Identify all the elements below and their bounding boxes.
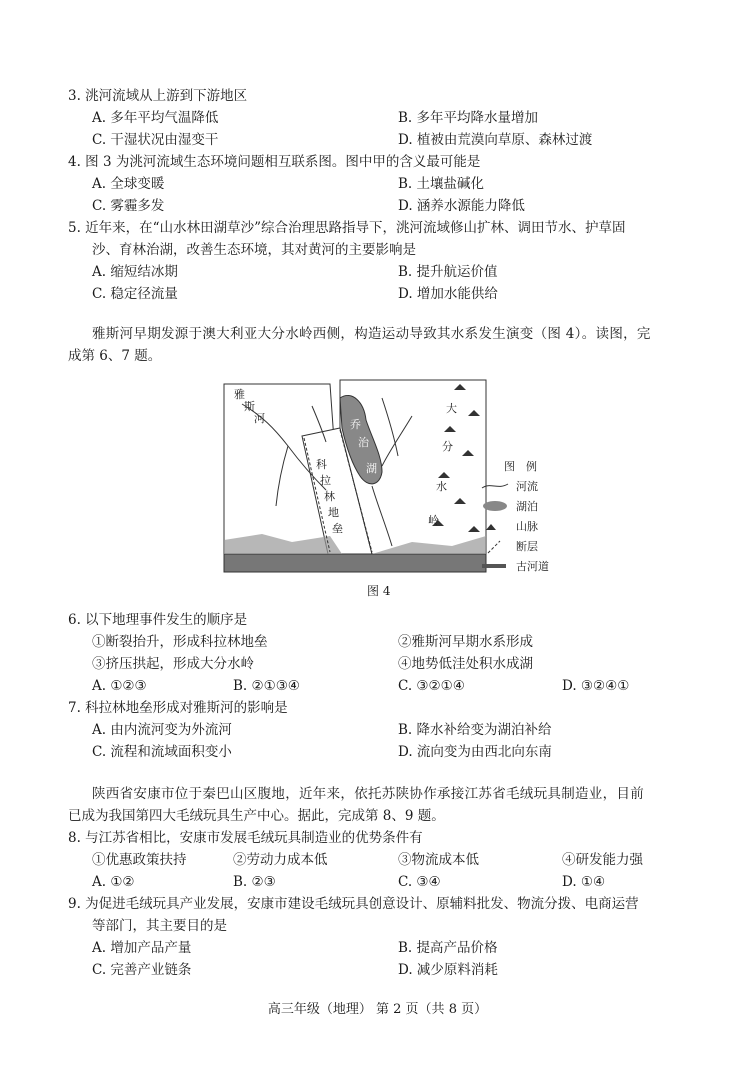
horst-label-1: 科 — [316, 458, 327, 471]
q7-option-d: D. 流向变为由西北向东南 — [398, 744, 552, 760]
q6-option-c: C. ③②①④ — [398, 678, 465, 694]
legend-paleochannel-icon — [480, 560, 510, 572]
q3-option-c: C. 干湿状况由湿变干 — [92, 132, 219, 148]
q7-option-a: A. 由内流河变为外流河 — [92, 722, 232, 738]
q8-option-a: A. ①② — [92, 874, 135, 890]
q4-option-b: B. 土壤盐碱化 — [398, 176, 485, 192]
q6-option-d: D. ③②④① — [562, 678, 630, 694]
q3-option-d: D. 植被由荒漠向草原、森林过渡 — [398, 132, 593, 148]
divide-label-4: 岭 — [428, 514, 439, 527]
figure-caption: 图 4 — [367, 584, 391, 598]
legend-mountain-icon — [480, 520, 510, 532]
divide-label-1: 大 — [446, 402, 457, 415]
legend-mountain-label: 山脉 — [516, 520, 538, 533]
q5-stem-line1: 5. 近年来，在“山水林田湖草沙”综合治理思路指导下，洮河流域修山扩林、调田节水、护草固 — [68, 220, 626, 236]
q5-option-a: A. 缩短结冰期 — [92, 264, 178, 280]
q6-stem: 6. 以下地理事件发生的顺序是 — [68, 612, 248, 628]
figure-4-block-diagram — [222, 376, 492, 573]
river-label-2: 斯 — [244, 400, 255, 413]
q9-option-d: D. 减少原料消耗 — [398, 962, 498, 978]
legend-paleochannel-label: 古河道 — [516, 560, 549, 573]
q3-option-a: A. 多年平均气温降低 — [92, 110, 219, 126]
q8-factor-3: ③物流成本低 — [398, 852, 479, 868]
legend-fault-label: 断层 — [516, 540, 538, 553]
q6-event-3: ③挤压拱起，形成大分水岭 — [92, 656, 254, 672]
lake-label-1: 乔 — [350, 418, 361, 431]
passage2-line2: 已成为我国第四大毛绒玩具生产中心。据此，完成第 8、9 题。 — [68, 808, 445, 824]
q3-option-b: B. 多年平均降水量增加 — [398, 110, 539, 126]
q8-stem: 8. 与江苏省相比，安康市发展毛绒玩具制造业的优势条件有 — [68, 830, 423, 846]
q9-option-b: B. 提高产品价格 — [398, 940, 498, 956]
q8-factor-2: ②劳动力成本低 — [233, 852, 328, 868]
q8-option-c: C. ③④ — [398, 874, 441, 890]
q7-option-c: C. 流程和流域面积变小 — [92, 744, 232, 760]
q9-option-a: A. 增加产品产量 — [92, 940, 192, 956]
q5-option-c: C. 稳定径流量 — [92, 286, 178, 302]
q4-option-d: D. 涵养水源能力降低 — [398, 198, 525, 214]
q8-option-b: B. ②③ — [233, 874, 276, 890]
q3-stem: 3. 洮河流域从上游到下游地区 — [68, 88, 248, 104]
q5-option-d: D. 增加水能供给 — [398, 286, 498, 302]
q5-option-b: B. 提升航运价值 — [398, 264, 498, 280]
q8-option-d: D. ①④ — [562, 874, 606, 890]
legend-title: 图 例 — [504, 460, 537, 473]
horst-label-4: 地 — [328, 506, 339, 519]
q4-stem: 4. 图 3 为洮河流域生态环境问题相互联系图。图中甲的含义最可能是 — [68, 154, 481, 170]
q9-option-c: C. 完善产业链条 — [92, 962, 192, 978]
legend-lake-label: 湖泊 — [516, 500, 538, 513]
river-label-3: 河 — [254, 412, 265, 425]
page-footer: 高三年级（地理） 第 2 页（共 8 页） — [267, 1002, 488, 1017]
q4-option-c: C. 雾霾多发 — [92, 198, 165, 214]
q9-stem-line1: 9. 为促进毛绒玩具产业发展，安康市建设毛绒玩具创意设计、原辅料批发、物流分拨、电商运营 — [68, 896, 639, 912]
legend-river-icon — [480, 480, 510, 492]
q6-option-b: B. ②①③④ — [233, 678, 300, 694]
q6-event-4: ④地势低洼处积水成湖 — [398, 656, 533, 672]
q5-stem-line2: 沙、育林治湖，改善生态环境，其对黄河的主要影响是 — [92, 242, 416, 258]
q6-event-1: ①断裂抬升，形成科拉林地垒 — [92, 634, 268, 650]
q9-stem-line2: 等部门，其主要目的是 — [92, 918, 227, 934]
q7-option-b: B. 降水补给变为湖泊补给 — [398, 722, 552, 738]
legend-lake-icon — [480, 500, 510, 512]
q6-option-a: A. ①②③ — [92, 678, 147, 694]
passage1-line2: 成第 6、7 题。 — [68, 348, 162, 364]
horst-label-3: 林 — [324, 490, 335, 503]
river-label-1: 雅 — [234, 388, 245, 401]
divide-label-2: 分 — [442, 440, 453, 453]
lake-label-2: 治 — [358, 436, 369, 449]
horst-label-2: 拉 — [320, 474, 331, 487]
lake-label-3: 湖 — [366, 462, 377, 475]
q8-factor-4: ④研发能力强 — [562, 852, 643, 868]
q6-event-2: ②雅斯河早期水系形成 — [398, 634, 533, 650]
q7-stem: 7. 科拉林地垒形成对雅斯河的影响是 — [68, 700, 288, 716]
q8-factor-1: ①优惠政策扶持 — [92, 852, 187, 868]
legend-fault-icon — [480, 540, 510, 554]
base-strip — [224, 554, 486, 572]
horst-label-5: 垒 — [332, 522, 343, 535]
q4-option-a: A. 全球变暖 — [92, 176, 165, 192]
legend-river-label: 河流 — [516, 480, 538, 493]
passage2-line1: 陕西省安康市位于秦巴山区腹地，近年来，依托苏陕协作承接江苏省毛绒玩具制造业，目前 — [92, 786, 644, 802]
divide-label-3: 水 — [436, 480, 447, 493]
passage1-line1: 雅斯河早期发源于澳大利亚大分水岭西侧，构造运动导致其水系发生演变（图 4）。读图，完 — [92, 326, 651, 342]
